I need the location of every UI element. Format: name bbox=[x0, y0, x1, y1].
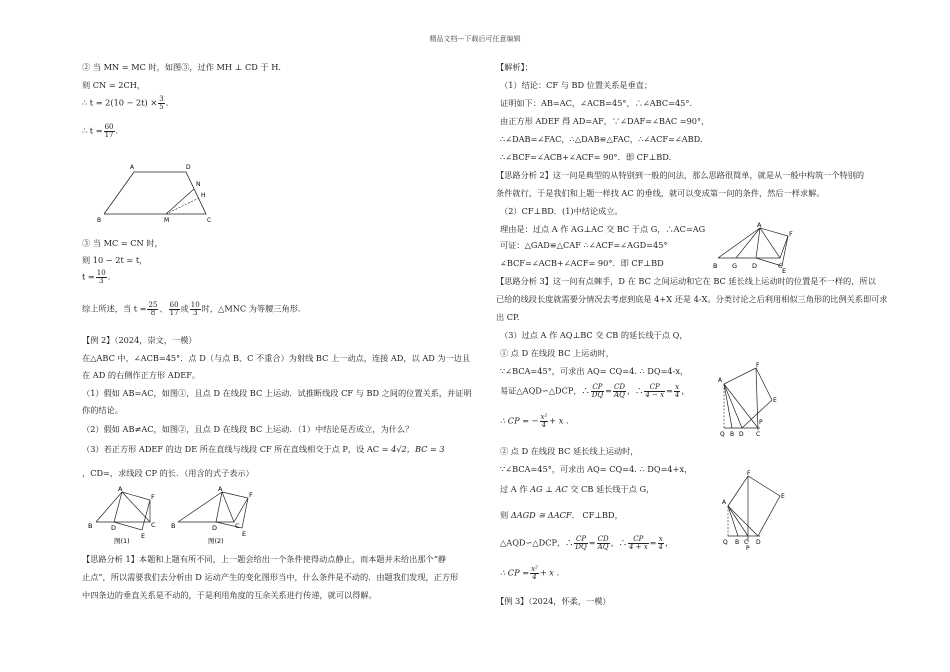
svg-text:B: B bbox=[88, 522, 93, 530]
sol-line-4: 由正方形 ADEF 得 AD=AF，∵∠DAF=∠BAC =90°， bbox=[500, 116, 710, 126]
question-1b: 你的结论。 bbox=[82, 405, 123, 415]
svg-text:P: P bbox=[746, 545, 750, 552]
svg-text:F: F bbox=[151, 493, 155, 501]
figure-1-2 bbox=[82, 484, 272, 544]
fraction: $\frac{10}{3}$ bbox=[190, 301, 200, 317]
svg-text:E: E bbox=[242, 530, 247, 538]
svg-text:E: E bbox=[141, 532, 146, 540]
label-b: B bbox=[97, 217, 102, 224]
label-a: A bbox=[130, 164, 135, 171]
svg-text:D: D bbox=[111, 524, 117, 532]
caption-fig-2: 图(2) bbox=[208, 537, 224, 544]
question-3a: （3）若正方形 ADEF 的边 DE 所在直线与线段 CF 所在直线相交于点 P，设 AC = 4√2，BC = 3 bbox=[82, 444, 445, 454]
label-m: M bbox=[164, 217, 170, 224]
fraction: $\frac{\text{x²}}{4}$ bbox=[531, 565, 538, 581]
sol-line-12: ∠BCF=∠ACB+∠ACF= 90°．即 CF⊥BD bbox=[500, 258, 664, 268]
sol-line-18: ∵∠BCA=45°，可求出 AQ= CQ=4. ∴ DQ=4-x， bbox=[500, 366, 689, 376]
svg-text:C: C bbox=[756, 431, 761, 438]
svg-text:A: A bbox=[722, 499, 727, 506]
svg-text:E: E bbox=[781, 493, 785, 500]
sol-line-21: ② 点 D 在线段 BC 延长线上运动时， bbox=[500, 446, 639, 456]
sol-line-11: 可证：△GAD≌△CAF ∴∠ACF=∠AGD=45° bbox=[500, 240, 668, 250]
svg-text:G: G bbox=[732, 262, 738, 270]
sol-line-17: ① 点 D 在线段 BC 上运动时， bbox=[500, 348, 614, 358]
svg-text:E: E bbox=[782, 267, 787, 274]
sol-line-16: （3）过点 A 作 AQ⊥BC 交 CB 的延长线于点 Q， bbox=[500, 330, 688, 340]
svg-text:D: D bbox=[756, 539, 761, 546]
sol-line-23: 过 A 作 AG ⊥ AC 交 CB 延长线于点 G， bbox=[500, 484, 655, 494]
svg-text:B: B bbox=[171, 522, 176, 530]
svg-text:P: P bbox=[759, 419, 763, 426]
svg-text:C: C bbox=[744, 539, 749, 546]
svg-text:Q: Q bbox=[723, 539, 728, 546]
analysis-1c: 中四条边的垂直关系是不动的，于是利用角度的互余关系进行传递，就可以得解。 bbox=[82, 590, 377, 600]
fraction: $\frac{CD}{AQ}$ bbox=[613, 383, 625, 399]
solution-title: 【解析】： bbox=[496, 62, 533, 72]
sol-line-9: （2）CF⊥BD．(1)中结论成立。 bbox=[500, 206, 623, 216]
svg-text:C: C bbox=[235, 522, 240, 530]
sol-line-25: △AQD∽△DCP，∴ $\frac{CP}{DQ}$ = $\frac{CD}{AQ}$ ，∴ $\frac{CP}{4 + x}$ = $\frac{x}{4}$ ， bbox=[500, 535, 674, 551]
svg-text:D: D bbox=[752, 262, 758, 270]
svg-text:A: A bbox=[718, 377, 723, 384]
svg-text:F: F bbox=[789, 230, 793, 238]
figure-part-3b bbox=[722, 470, 802, 552]
fraction: $\frac{60}{17}$ bbox=[104, 123, 114, 139]
case-3-equation: 则 10 − 2t = t， bbox=[82, 255, 148, 265]
sol-line-20: ∴ CP = − $\frac{\text{x²}}{4}$ + x . bbox=[500, 413, 569, 429]
caption-fig-1: 图(1) bbox=[114, 537, 130, 544]
svg-text:C: C bbox=[151, 521, 156, 529]
fraction: $\frac{CP}{4 + x}$ bbox=[628, 535, 648, 551]
svg-text:A: A bbox=[118, 485, 123, 493]
sol-line-26: ∴ CP = $\frac{\text{x²}}{4}$ + x . bbox=[500, 565, 560, 581]
label-d: D bbox=[186, 164, 191, 171]
fraction: $\frac{x}{4}$ bbox=[658, 535, 664, 551]
svg-text:F: F bbox=[756, 362, 760, 369]
sol-line-19: 易证△AQD∽△DCP，∴ $\frac{CP}{DQ}$ = $\frac{CD}{AQ}$ ，∴ $\frac{CP}{4 - x}$ = $\frac{x}{4}$ ， bbox=[500, 383, 690, 399]
fraction: $\frac{CD}{AQ}$ bbox=[597, 535, 609, 551]
example-3-title: 【例 3】（2024，怀柔，一模） bbox=[496, 596, 611, 606]
sol-line-10: 理由是：过点 A 作 AG⊥AC 交 BC 于点 G，∴AC=AG bbox=[500, 224, 706, 234]
svg-text:D: D bbox=[212, 524, 218, 532]
svg-text:E: E bbox=[773, 397, 777, 404]
svg-text:B: B bbox=[730, 431, 735, 438]
t-value: t = $\frac{10}{3}$ . bbox=[82, 269, 111, 285]
case-2-line: ② 当 MN = MC 时，如图③，过作 MH ⊥ CD 于 H. bbox=[82, 62, 281, 72]
example-2-text-2: 在 AD 的右侧作正方形 ADEF。 bbox=[82, 370, 201, 380]
sol-line-2: （1）结论：CF 与 BD 位置关系是垂直； bbox=[500, 80, 653, 90]
figure-part-2 bbox=[710, 216, 810, 274]
case-3-line: ③ 当 MC = CN 时， bbox=[82, 238, 163, 248]
analysis-3a: 【思路分析 3】这一问有点棘手，D 在 BC 之间运动和它在 BC 延长线上运动时的位置是不一样的，所以 bbox=[496, 276, 876, 286]
example-2-text-1: 在△ABC 中，∠ACB=45°．点 D（与点 B、C 不重合）为射线 BC 上一动点，连接 AD，以 AD 为一边且 bbox=[82, 353, 471, 363]
svg-text:B: B bbox=[713, 262, 718, 270]
figure-3-trapezoid bbox=[86, 162, 236, 224]
fraction: $\frac{10}{3}$ bbox=[96, 269, 106, 285]
fraction: $\frac{60}{17}$ bbox=[169, 301, 179, 317]
sol-line-22: ∵∠BCA=45°，可求出 AQ= CQ=4. ∴ DQ=4+x， bbox=[500, 464, 693, 474]
label-c: C bbox=[207, 217, 212, 224]
svg-text:B: B bbox=[735, 539, 740, 546]
sol-line-6: ∴∠BCF=∠ACB+∠ACF= 90°．即 CF⊥BD. bbox=[500, 152, 672, 162]
analysis-3b: 已给的线段长度就需要分情况去考虑到底是 4+X 还是 4-X。分类讨论之后利用相似三角形的比例关系即可求 bbox=[496, 294, 888, 304]
figure-part-3a bbox=[718, 358, 798, 438]
analysis-3c: 出 CP. bbox=[496, 312, 520, 322]
fraction: $\frac{CP}{DQ}$ bbox=[591, 383, 604, 399]
question-3b: ，CD=，求线段 CP 的长．（用含的式子表示） bbox=[82, 468, 254, 478]
fraction: $\frac{25}{8}$ bbox=[148, 301, 158, 317]
label-n: N bbox=[196, 181, 201, 188]
equation-2: ∴ t = $\frac{60}{17}$ . bbox=[82, 123, 119, 139]
sol-line-3: 证明如下：AB=AC，∠ACB=45°，∴∠ABC=45°. bbox=[500, 98, 693, 108]
sol-line-24: 则 ΔAGD ≅ ΔACF． CF⊥BD， bbox=[500, 510, 623, 520]
svg-text:Q: Q bbox=[720, 431, 725, 438]
cn-line: 则 CN = 2CH， bbox=[82, 80, 146, 90]
page-header: 精品文档---下载后可任意编辑 bbox=[429, 35, 521, 43]
fraction: $\frac{x}{4}$ bbox=[674, 383, 680, 399]
analysis-1a: 【思路分析 1】本题和上题有所不同，上一题会给出一个条件使得动点静止，而本题并未给出那个“静 bbox=[82, 554, 447, 564]
question-2: （2）假如 AB≠AC，如图②，且点 D 在线段 BC 上运动．（1）中结论是否成立，为什么？ bbox=[82, 424, 414, 434]
example-2-title: 【例 2】（2024，崇文，一模） bbox=[82, 335, 197, 345]
sol-line-5: ∴∠DAB=∠FAC，∴△DAB≌△FAC，∴∠ACF=∠ABD. bbox=[500, 134, 703, 144]
svg-text:D: D bbox=[739, 431, 744, 438]
equation-1: ∴ t = 2(10 − 2t) × $\frac{3}{5}$ . bbox=[82, 95, 169, 111]
summary-line: 综上所述，当 t = $\frac{25}{8}$ 、 $\frac{60}{17}$ 或 $\frac{10}{3}$ 时，△MNC 为等腰三角形. bbox=[82, 301, 301, 317]
svg-text:F: F bbox=[747, 470, 751, 477]
question-1a: （1）假如 AB=AC，如图①，且点 D 在线段 BC 上运动．试推断线段 CF 与 BD 之间的位置关系，并证明 bbox=[82, 388, 472, 398]
label-h: H bbox=[201, 192, 206, 199]
fraction: $\frac{\text{x²}}{4}$ bbox=[540, 413, 548, 429]
analysis-1b: 止点”，所以需要我们去分析由 D 运动产生的变化图形当中，什么条件是不动的．由题我们发现，正方形 bbox=[82, 572, 459, 582]
svg-text:F: F bbox=[249, 491, 253, 499]
svg-text:A: A bbox=[218, 485, 223, 493]
analysis-2a: 【思路分析 2】这一问是典型的从特别到一般的问法，那么思路很简单，就是从一般中构筑一个特别的 bbox=[496, 170, 865, 180]
svg-text:C: C bbox=[778, 262, 783, 270]
fraction: $\frac{3}{5}$ bbox=[159, 95, 164, 111]
svg-text:A: A bbox=[757, 221, 762, 229]
fraction: $\frac{CP}{4 - x}$ bbox=[645, 383, 665, 399]
fraction: $\frac{CP}{DQ}$ bbox=[575, 535, 587, 551]
analysis-2b: 条件就行，于是我们和上题一样找 AC 的垂线，就可以变成第一问的条件，然后一样求解。 bbox=[496, 188, 825, 198]
